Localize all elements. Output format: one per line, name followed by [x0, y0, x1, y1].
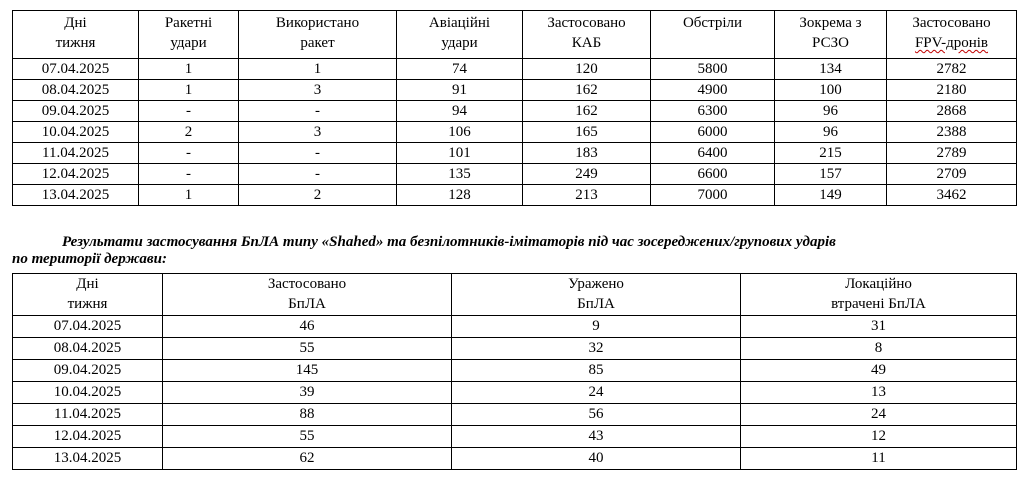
table-row	[13, 360, 1017, 382]
table-cell: 135	[397, 164, 523, 185]
table-cell: 96	[775, 122, 887, 143]
header-uav-hit: Уражено БпЛА	[452, 274, 741, 316]
drones-table	[12, 273, 1017, 470]
table-cell: 7000	[651, 185, 775, 206]
table-row	[13, 448, 1017, 470]
table-cell: 39	[163, 382, 452, 404]
table-cell: 101	[397, 143, 523, 164]
table-cell: 9	[452, 316, 741, 338]
table-cell: 11.04.2025	[13, 404, 163, 426]
table-cell: -	[139, 101, 239, 122]
table-cell: 31	[741, 316, 1017, 338]
header-fpv-drones: Застосовано FPV-дронів	[887, 11, 1017, 59]
strikes-table	[12, 10, 1017, 206]
table-cell: 106	[397, 122, 523, 143]
table-cell: 213	[523, 185, 651, 206]
table-cell: 1	[139, 59, 239, 80]
table-row	[13, 164, 1017, 185]
table-cell: 09.04.2025	[13, 360, 163, 382]
table-cell: 157	[775, 164, 887, 185]
table-cell: 11	[741, 448, 1017, 470]
table-cell: 6600	[651, 164, 775, 185]
table-cell: 55	[163, 426, 452, 448]
header-missile-strikes: Ракетні удари	[139, 11, 239, 59]
table-cell: 32	[452, 338, 741, 360]
table-cell: 2	[139, 122, 239, 143]
header-air-strikes: Авіаційні удари	[397, 11, 523, 59]
table-cell: 145	[163, 360, 452, 382]
table-cell: 134	[775, 59, 887, 80]
table-cell: 6300	[651, 101, 775, 122]
table-cell: 6400	[651, 143, 775, 164]
table-cell: 43	[452, 426, 741, 448]
table-cell: 183	[523, 143, 651, 164]
table-cell: 09.04.2025	[13, 101, 139, 122]
table-cell: 4900	[651, 80, 775, 101]
caption-line-2: по території держави:	[12, 251, 167, 267]
table-cell: 10.04.2025	[13, 122, 139, 143]
table-cell: 2868	[887, 101, 1017, 122]
drones-table-header	[13, 274, 1017, 316]
table-cell: 10.04.2025	[13, 382, 163, 404]
table-cell: -	[139, 164, 239, 185]
table-cell: -	[239, 164, 397, 185]
table-cell: 94	[397, 101, 523, 122]
table-cell: 74	[397, 59, 523, 80]
table-row	[13, 338, 1017, 360]
table-cell: 85	[452, 360, 741, 382]
header-shelling: Обстріли	[651, 11, 775, 59]
table-cell: -	[239, 101, 397, 122]
table-cell: 24	[452, 382, 741, 404]
table-cell: 24	[741, 404, 1017, 426]
table-cell: 96	[775, 101, 887, 122]
table-row	[13, 185, 1017, 206]
table-cell: 12.04.2025	[13, 164, 139, 185]
table-cell: 2789	[887, 143, 1017, 164]
table-cell: 07.04.2025	[13, 59, 139, 80]
table-cell: 13.04.2025	[13, 448, 163, 470]
table-cell: 249	[523, 164, 651, 185]
caption-line-1: Результати застосування БпЛА типу «Shahed» та безпілотників-імітаторів під час зосереджених/групових ударів	[62, 234, 836, 250]
table-cell: 162	[523, 80, 651, 101]
table-cell: 215	[775, 143, 887, 164]
table-row	[13, 101, 1017, 122]
table-cell: 56	[452, 404, 741, 426]
header-missiles-used: Використано ракет	[239, 11, 397, 59]
header-days: Дні тижня	[13, 274, 163, 316]
table-cell: 08.04.2025	[13, 338, 163, 360]
table-cell: 55	[163, 338, 452, 360]
table-cell: 46	[163, 316, 452, 338]
table-cell: 6000	[651, 122, 775, 143]
table-cell: 2180	[887, 80, 1017, 101]
table-cell: 13.04.2025	[13, 185, 139, 206]
table-cell: 88	[163, 404, 452, 426]
table-cell: 2	[239, 185, 397, 206]
table-row	[13, 426, 1017, 448]
header-uav-used: Застосовано БпЛА	[163, 274, 452, 316]
header-kab-used: Застосовано КАБ	[523, 11, 651, 59]
table-cell: 3	[239, 80, 397, 101]
table-cell: 165	[523, 122, 651, 143]
table-cell: 40	[452, 448, 741, 470]
table-cell: 100	[775, 80, 887, 101]
table-cell: 1	[239, 59, 397, 80]
table-cell: 5800	[651, 59, 775, 80]
table-row	[13, 316, 1017, 338]
table-cell: 49	[741, 360, 1017, 382]
table-row	[13, 59, 1017, 80]
table-cell: 07.04.2025	[13, 316, 163, 338]
table-cell: 2782	[887, 59, 1017, 80]
table-cell: -	[239, 143, 397, 164]
table-cell: 120	[523, 59, 651, 80]
section-caption	[12, 232, 1022, 269]
table-cell: 8	[741, 338, 1017, 360]
table-cell: 2709	[887, 164, 1017, 185]
table-cell: 1	[139, 185, 239, 206]
header-days: Дні тижня	[13, 11, 139, 59]
table-row	[13, 122, 1017, 143]
table-cell: 12	[741, 426, 1017, 448]
table-cell: 3	[239, 122, 397, 143]
table-cell: 162	[523, 101, 651, 122]
table-cell: 62	[163, 448, 452, 470]
table-cell: 11.04.2025	[13, 143, 139, 164]
table-row	[13, 382, 1017, 404]
table-cell: -	[139, 143, 239, 164]
table-cell: 91	[397, 80, 523, 101]
table-cell: 1	[139, 80, 239, 101]
table-row	[13, 143, 1017, 164]
table-cell: 2388	[887, 122, 1017, 143]
header-uav-lost: Локаційно втрачені БпЛА	[741, 274, 1017, 316]
table-cell: 13	[741, 382, 1017, 404]
table-cell: 128	[397, 185, 523, 206]
table-row	[13, 404, 1017, 426]
table-cell: 3462	[887, 185, 1017, 206]
table-cell: 12.04.2025	[13, 426, 163, 448]
table-cell: 08.04.2025	[13, 80, 139, 101]
strikes-table-header	[13, 11, 1017, 59]
header-mlrs: Зокрема з РСЗО	[775, 11, 887, 59]
table-cell: 149	[775, 185, 887, 206]
table-row	[13, 80, 1017, 101]
